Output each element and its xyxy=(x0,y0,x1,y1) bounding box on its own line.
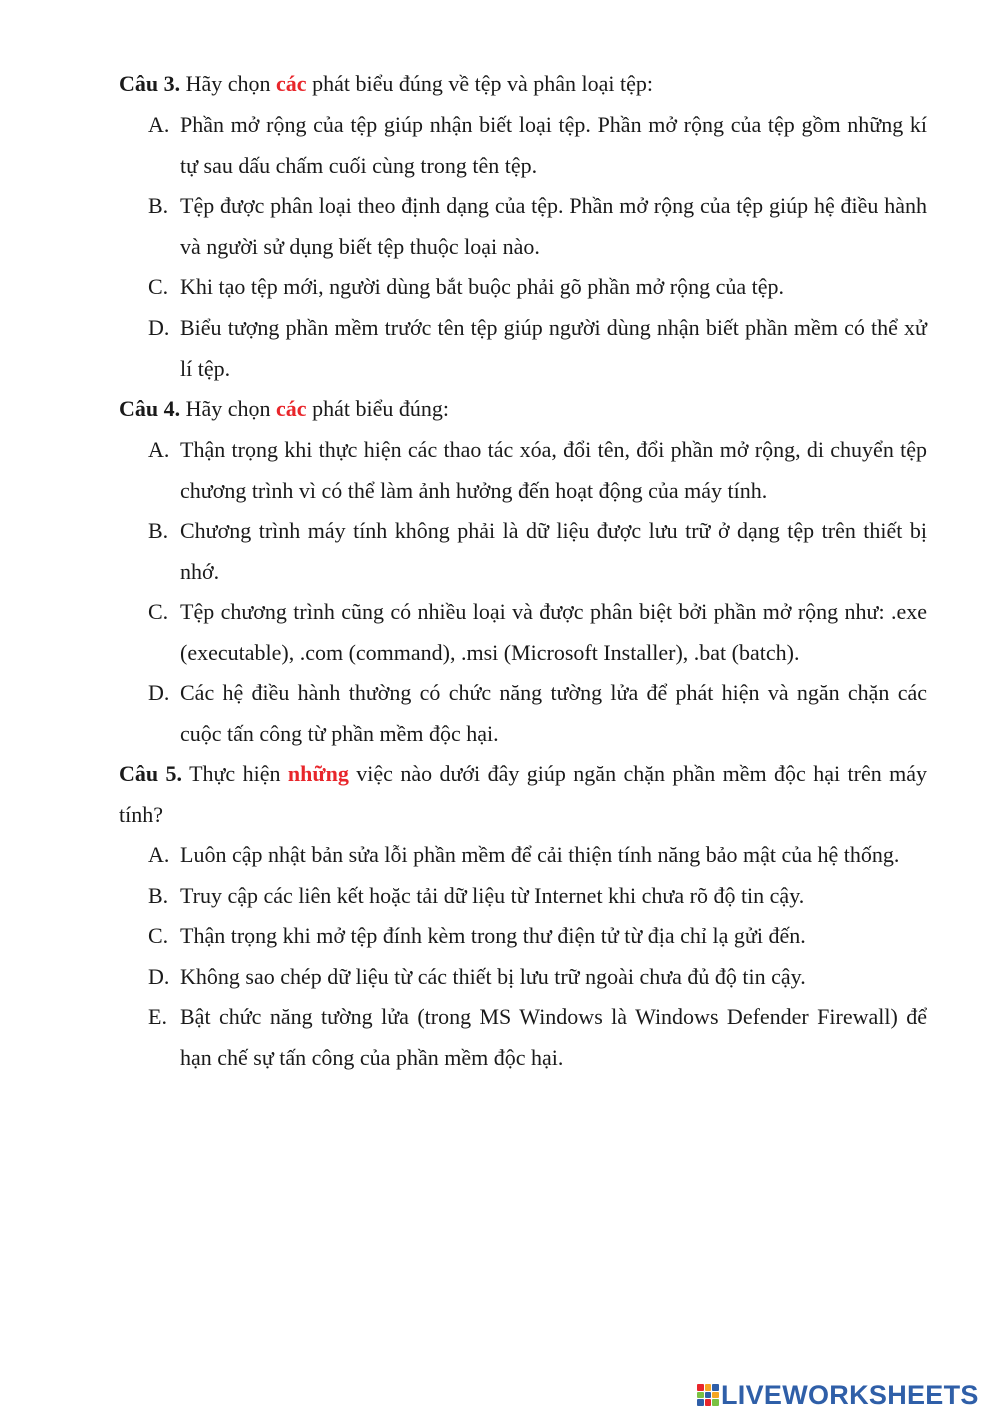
option-4d xyxy=(148,673,927,754)
option-5e xyxy=(148,997,927,1078)
logo-text: LIVEWORKSHEETS xyxy=(721,1379,979,1410)
option-label: A. xyxy=(148,842,170,867)
question-number: Câu 4. xyxy=(119,396,181,421)
option-text: Tệp được phân loại theo định dạng của tệp. Phần mở rộng của tệp giúp hệ điều hành và người sử dụng biết tệp thuộc loại nào. xyxy=(180,193,927,259)
option-label: D. xyxy=(148,315,170,340)
keyword: các xyxy=(276,71,307,96)
question-number: Câu 5. xyxy=(119,761,183,786)
option-4a xyxy=(148,430,927,511)
option-label: B. xyxy=(148,883,169,908)
option-text: Thận trọng khi thực hiện các thao tác xóa, đổi tên, đổi phần mở rộng, di chuyển tệp chương trình vì có thể làm ảnh hưởng đến hoạt động của máy tính. xyxy=(180,437,927,503)
logo-tile xyxy=(712,1392,719,1399)
option-5a xyxy=(148,835,927,876)
logo-tile xyxy=(697,1392,704,1399)
option-label: B. xyxy=(148,193,169,218)
option-text: Khi tạo tệp mới, người dùng bắt buộc phải gõ phần mở rộng của tệp. xyxy=(180,274,785,299)
option-text: Chương trình máy tính không phải là dữ liệu được lưu trữ ở dạng tệp trên thiết bị nhớ. xyxy=(180,518,927,584)
option-label: C. xyxy=(148,599,169,624)
option-label: A. xyxy=(148,112,170,137)
logo-tile xyxy=(705,1399,712,1406)
logo-tile xyxy=(712,1399,719,1406)
option-label: C. xyxy=(148,923,169,948)
question-5: Câu 5. Thực hiện những việc nào dưới đây giúp ngăn chặn phần mềm độc hại trên máy tính? xyxy=(119,761,928,827)
option-label: D. xyxy=(148,680,170,705)
option-5c xyxy=(148,916,927,957)
logo-grid-icon xyxy=(697,1384,719,1406)
logo-tile xyxy=(697,1399,704,1406)
logo-tile xyxy=(705,1392,712,1399)
question-3: Câu 3. Hãy chọn các phát biểu đúng về tệp và phân loại tệp: xyxy=(119,71,653,96)
logo-tile xyxy=(705,1384,712,1391)
option-4b xyxy=(148,511,927,592)
option-text: Không sao chép dữ liệu từ các thiết bị lưu trữ ngoài chưa đủ độ tin cậy. xyxy=(180,964,806,989)
option-label: A. xyxy=(148,437,170,462)
option-label: C. xyxy=(148,274,169,299)
option-3a xyxy=(148,105,927,186)
option-label: E. xyxy=(148,1004,167,1029)
question-4: Câu 4. Hãy chọn các phát biểu đúng: xyxy=(119,396,449,421)
option-text: Luôn cập nhật bản sửa lỗi phần mềm để cải thiện tính năng bảo mật của hệ thống. xyxy=(180,842,900,867)
liveworksheets-logo[interactable] xyxy=(697,1380,979,1410)
keyword: những xyxy=(287,761,349,786)
option-5b xyxy=(148,876,927,917)
option-5d xyxy=(148,957,927,998)
option-3d xyxy=(148,308,927,389)
logo-tile xyxy=(712,1384,719,1391)
option-3c xyxy=(148,267,927,308)
option-text: Biểu tượng phần mềm trước tên tệp giúp người dùng nhận biết phần mềm có thể xử lí tệp. xyxy=(180,315,927,381)
option-text: Bật chức năng tường lửa (trong MS Windows là Windows Defender Firewall) để hạn chế sự tấn công của phần mềm độc hại. xyxy=(180,1004,927,1070)
option-text: Các hệ điều hành thường có chức năng tường lửa để phát hiện và ngăn chặn các cuộc tấn công từ phần mềm độc hại. xyxy=(180,680,927,746)
option-text: Thận trọng khi mở tệp đính kèm trong thư điện tử từ địa chỉ lạ gửi đến. xyxy=(180,923,806,948)
option-label: B. xyxy=(148,518,169,543)
option-3b xyxy=(148,186,927,267)
option-text: Truy cập các liên kết hoặc tải dữ liệu từ Internet khi chưa rõ độ tin cậy. xyxy=(180,883,805,908)
question-number: Câu 3. xyxy=(119,71,181,96)
option-label: D. xyxy=(148,964,170,989)
logo-tile xyxy=(697,1384,704,1391)
keyword: các xyxy=(276,396,307,421)
option-text: Phần mở rộng của tệp giúp nhận biết loại tệp. Phần mở rộng của tệp gồm những kí tự sau dấu chấm cuối cùng trong tên tệp. xyxy=(180,112,927,178)
option-4c xyxy=(148,592,927,673)
option-text: Tệp chương trình cũng có nhiều loại và được phân biệt bởi phần mở rộng như: .exe (executable), .com (command), .msi (Microsoft Installer), .bat (batch). xyxy=(180,599,927,665)
